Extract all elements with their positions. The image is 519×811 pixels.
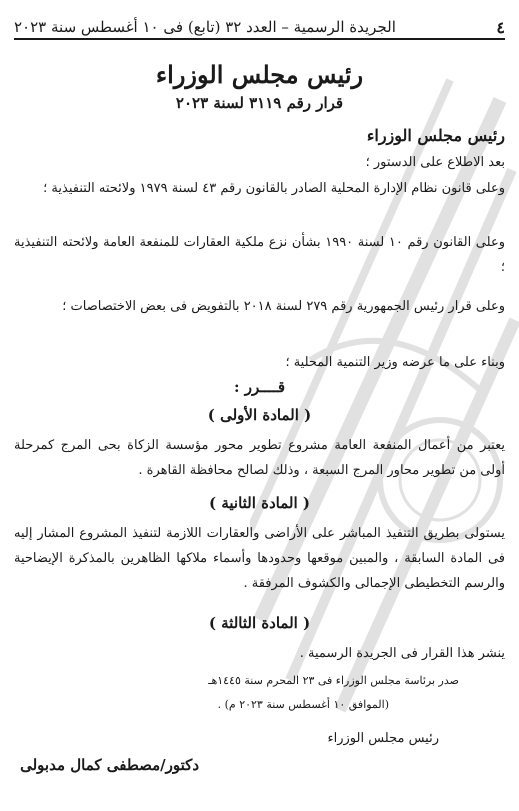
running-header (14, 16, 505, 40)
decree-number: قرار رقم ٣١١٩ لسنة ٢٠٢٣ (175, 94, 344, 112)
page-number: ٤ (496, 17, 505, 37)
preamble-line: وعلى قرار رئيس الجمهورية رقم ٢٧٩ لسنة ٢٠١٨ بالتفويض فى بعض الاختصاصات ؛ (62, 299, 505, 314)
signature-title: رئيس مجلس الوزراء (327, 731, 439, 746)
article-1-text: يعتبر من أعمال المنفعة العامة مشروع تطوير محور مؤسسة الزكاة بحى المرج كمرحلة أولى من تطوير محاور المرج السبعة ، وذلك لصالح محافظة القاهرة . (14, 438, 505, 478)
decree-title: رئيس مجلس الوزراء (155, 60, 364, 89)
preamble-line: بعد الاطلاع على الدستور ؛ (365, 155, 505, 170)
corresponding-date: (الموافق ١٠ أغسطس سنة ٢٠٢٣ م) . (217, 698, 389, 711)
signature-name: دكتور/مصطفى كمال مدبولى (20, 756, 199, 774)
article-1-heading: ( المادة الأولى ) (207, 406, 312, 424)
issuer-heading: رئيس مجلس الوزراء (366, 126, 505, 145)
running-title: الجريدة الرسمية – العدد ٣٢ (تابع) فى ١٠ أغسطس سنة ٢٠٢٣ (14, 18, 396, 36)
article-2-heading: ( المادة الثانية ) (209, 494, 310, 512)
decision-word: قــــرر : (233, 378, 286, 396)
issued-date: صدر برئاسة مجلس الوزراء فى ٢٣ المحرم سنة ١٤٤٥هـ (208, 674, 459, 687)
preamble-line: وعلى قانون نظام الإدارة المحلية الصادر بالقانون رقم ٤٣ لسنة ١٩٧٩ ولائحته التنفيذية ؛ (43, 181, 505, 196)
article-3-text: ينشر هذا القرار فى الجريدة الرسمية . (299, 646, 505, 661)
preamble-line: وبناء على ما عرضه وزير التنمية المحلية ؛ (285, 355, 505, 370)
article-3-heading: ( المادة الثالثة ) (208, 614, 311, 632)
preamble-line: وعلى القانون رقم ١٠ لسنة ١٩٩٠ بشأن نزع ملكية العقارات للمنفعة العامة ولائحته التنفيذية ؛ (14, 235, 505, 275)
article-2-text: يستولى بطريق التنفيذ المباشر على الأراضى والعقارات اللازمة لتنفيذ المشروع المشار إليه فى المادة السابقة ، والمبين موقعها وحدودها وأسماء ملاكها الظاهرين بالمذكرة الإيضاحية والرسم التخطيطى الإجمالى والكشوف المرفقة . (14, 526, 505, 591)
